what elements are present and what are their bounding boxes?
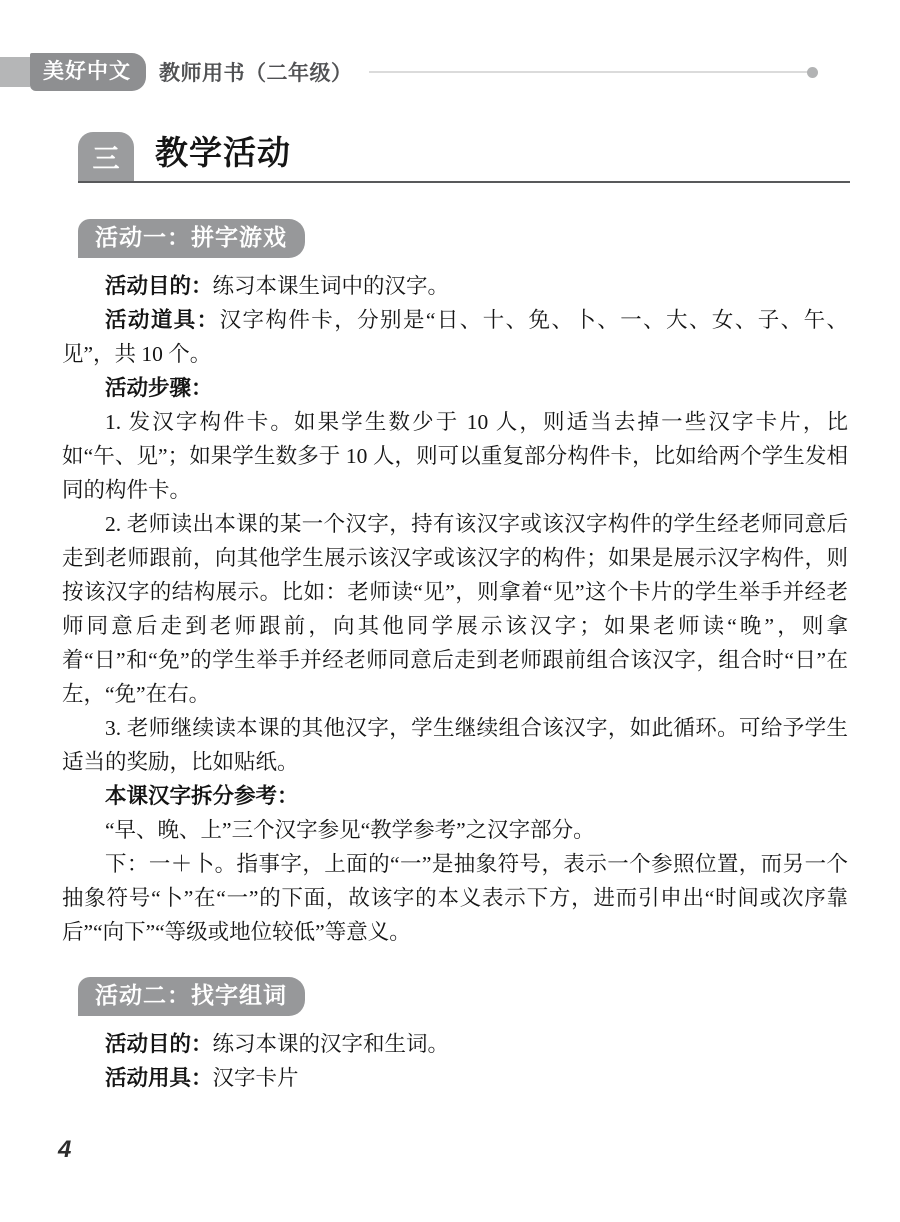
paragraph-label: 活动目的： xyxy=(105,274,213,298)
activity1-content xyxy=(62,269,848,949)
paragraph-label: 活动步骤： xyxy=(105,376,213,400)
paragraph-text: 练习本课的汉字和生词。 xyxy=(212,1032,450,1056)
paragraph xyxy=(62,269,848,303)
paragraph xyxy=(62,813,848,847)
section-header xyxy=(78,127,850,183)
paragraph xyxy=(62,711,848,779)
paragraph-text: 练习本课生词中的汉字。 xyxy=(212,274,450,298)
paragraph-label: 本课汉字拆分参考： xyxy=(105,784,299,808)
paragraph xyxy=(62,371,848,405)
section-title: 教学活动 xyxy=(155,134,291,171)
header-strip xyxy=(0,57,30,87)
activity1-badge: 活动一：拼字游戏 xyxy=(78,219,305,258)
paragraph-label: 活动道具： xyxy=(105,308,220,332)
paragraph-text: “早、晚、上”三个汉字参见“教学参考”之汉字部分。 xyxy=(105,818,595,842)
paragraph xyxy=(62,405,848,507)
page-number: 4 xyxy=(58,1136,72,1163)
page-header xyxy=(0,0,900,91)
paragraph-label: 活动目的： xyxy=(105,1032,213,1056)
paragraph xyxy=(62,303,848,371)
paragraph-label: 活动用具： xyxy=(105,1066,213,1090)
paragraph-text: 1. 发汉字构件卡。如果学生数少于 10 人，则适当去掉一些汉字卡片，比如“午、见”；如果学生数多于 10 人，则可以重复部分构件卡，比如给两个学生发相同的构件卡。 xyxy=(62,410,848,502)
paragraph-text: 汉字构件卡，分别是“日、十、免、卜、一、大、女、子、午、见”，共 10 个。 xyxy=(62,308,848,366)
activity2-content xyxy=(62,1027,848,1095)
header-subtitle: 教师用书（二年级） xyxy=(159,62,353,85)
brand-badge: 美好中文 xyxy=(30,53,146,91)
section-number-badge: 三 xyxy=(78,132,134,181)
paragraph xyxy=(62,1061,848,1095)
paragraph xyxy=(62,779,848,813)
paragraph-text: 下：一＋卜。指事字，上面的“一”是抽象符号，表示一个参照位置，而另一个抽象符号“卜”在“一”的下面，故该字的本义表示下方，进而引申出“时间或次序靠后”“向下”“等级或地位较低”等意义。 xyxy=(62,852,848,944)
paragraph-text: 汉字卡片 xyxy=(212,1066,299,1090)
header-rule xyxy=(369,71,813,73)
activity2-badge: 活动二：找字组词 xyxy=(78,977,305,1016)
header-rule-dot xyxy=(807,67,818,78)
paragraph xyxy=(62,847,848,949)
paragraph-text: 2. 老师读出本课的某一个汉字，持有该汉字或该汉字构件的学生经老师同意后走到老师跟前，向其他学生展示该汉字或该汉字的构件；如果是展示汉字构件，则按该汉字的结构展示。比如：老师读“见”，则拿着“见”这个卡片的学生举手并经老师同意后走到老师跟前，向其他同学展示该汉字；如果老师读“晚”，则拿着“日”和“免”的学生举手并经老师同意后走到老师跟前组合该汉字，组合时“日”在左，“免”在右。 xyxy=(62,512,848,706)
paragraph-text: 3. 老师继续读本课的其他汉字，学生继续组合该汉字，如此循环。可给予学生适当的奖励，比如贴纸。 xyxy=(62,716,848,774)
paragraph xyxy=(62,507,848,711)
paragraph xyxy=(62,1027,848,1061)
